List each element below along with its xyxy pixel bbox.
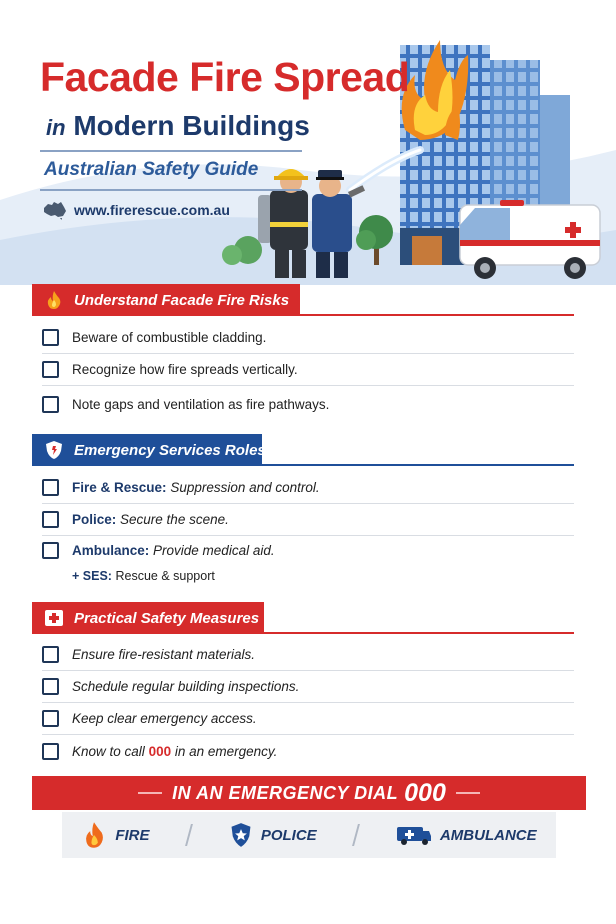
police-badge-icon [229,822,253,848]
header [0,0,616,285]
section-rule [32,632,574,634]
checkbox[interactable] [42,479,59,496]
checkbox[interactable] [42,678,59,695]
item-text: Schedule regular building inspections. [72,679,300,694]
service-label: POLICE [260,826,317,844]
checkbox[interactable] [42,542,59,559]
flame-icon [44,290,64,310]
page-subtitle [46,110,310,142]
header-illustration [0,0,616,285]
section-title: Emergency Services Roles [74,441,266,459]
ses-note: + SES: Rescue & support [72,569,215,583]
title-divider [40,150,302,152]
website-link[interactable]: www.firerescue.com.au [74,202,230,218]
emergency-number: 000 [404,778,446,807]
service-separator [352,824,360,846]
list-item[interactable] [42,354,574,386]
banner-decoration [456,792,480,794]
list-item[interactable] [42,388,574,420]
subtitle-prefix: in [46,115,66,140]
section-header-facade-risks [32,284,300,316]
emergency-number-inline: 000 [148,743,172,759]
list-item[interactable] [42,703,574,735]
banner-decoration [138,792,162,794]
section-title: Practical Safety Measures [74,609,260,627]
service-separator [185,824,193,846]
list-item[interactable] [42,735,574,767]
item-text: Fire & Rescue: Suppression and control. [72,480,320,495]
page-title: Facade Fire Spread [40,54,410,100]
checkbox[interactable] [42,361,59,378]
section-rule [32,314,574,316]
list-item[interactable] [42,671,574,703]
item-text: Keep clear emergency access. [72,711,257,726]
first-aid-icon [44,608,64,628]
australia-map-icon [42,200,68,220]
service-label: AMBULANCE [439,826,537,844]
section-rule [32,464,574,466]
item-text: Ambulance: Provide medical aid. [72,542,275,558]
list-item[interactable] [42,472,574,504]
list-item[interactable] [42,322,574,354]
checkbox[interactable] [42,646,59,663]
guide-label: Australian Safety Guide [44,159,259,180]
checkbox[interactable] [42,329,59,346]
flame-icon [81,821,107,849]
checkbox[interactable] [42,710,59,727]
item-text: Beware of combustible cladding. [72,330,267,345]
section-header-emergency-roles [32,434,266,466]
service-fire [81,821,149,849]
services-strip [62,812,556,858]
section-title: Understand Facade Fire Risks [74,291,290,309]
service-police [229,822,317,848]
section-header-safety-measures [32,602,264,634]
checkbox[interactable] [42,511,59,528]
guide-divider [40,189,302,191]
list-item[interactable] [42,639,574,671]
list-item[interactable] [42,534,574,566]
service-ambulance [396,823,537,847]
checkbox[interactable] [42,396,59,413]
website-row [42,200,230,220]
item-text: Know to call 000 in an emergency. [72,743,278,759]
item-text: Police: Secure the scene. [72,512,229,527]
checkbox[interactable] [42,743,59,760]
ambulance-icon [396,823,432,847]
list-item[interactable] [42,504,574,536]
subtitle-main: Modern Buildings [73,110,310,141]
shield-icon [44,440,64,460]
emergency-text: IN AN EMERGENCY DIAL [172,782,399,803]
item-text: Ensure fire-resistant materials. [72,647,256,662]
item-text: Recognize how fire spreads vertically. [72,362,298,377]
service-label: FIRE [115,826,150,844]
emergency-banner [32,776,586,810]
item-text: Note gaps and ventilation as fire pathways. [72,396,330,412]
